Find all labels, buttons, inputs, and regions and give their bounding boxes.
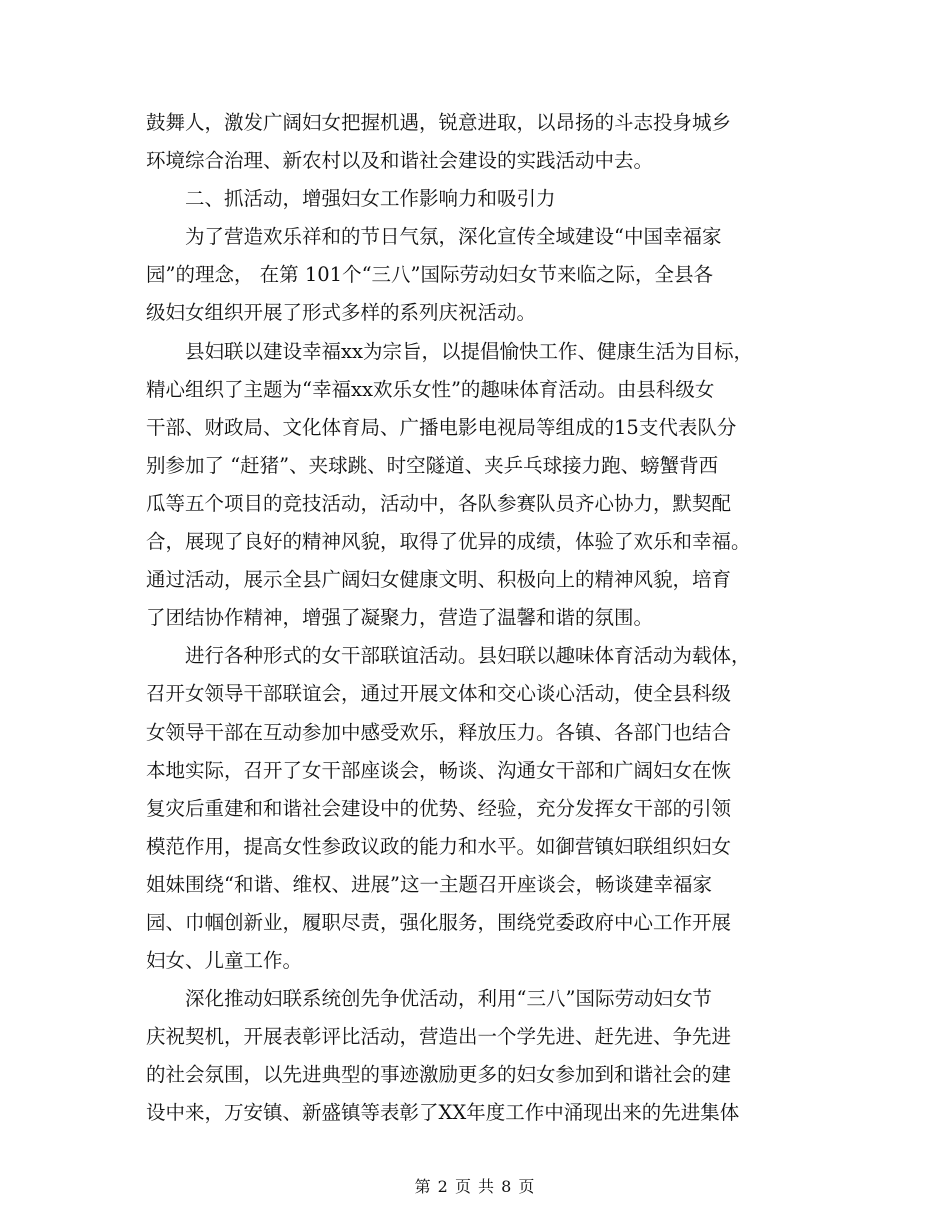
text-line: 复灾后重建和和谐社会建设中的优势、经验，充分发挥女干部的引领 (146, 796, 732, 820)
text-line: 别参加了 “赶猪”、夹球跳、时空隧道、夹乒乓球接力跑、螃蟹背西 (146, 453, 719, 477)
text-line: 了团结协作精神，增强了凝聚力，营造了温馨和谐的氛围。 (146, 606, 654, 630)
text-line: 女领导干部在互动参加中感受欢乐，释放压力。各镇、各部门也结合 (146, 720, 732, 744)
text-line: 庆祝契机，开展表彰评比活动，营造出一个学先进、赶先进、争先进 (146, 1025, 732, 1049)
text-line: 干部、财政局、文化体育局、广播电影电视局等组成的15支代表队分 (146, 415, 737, 439)
text-line: 设中来，万安镇、新盛镇等表彰了XX年度工作中涌现出来的先进集体 (146, 1101, 740, 1125)
text-line: 为了营造欢乐祥和的节日气氛，深化宣传全域建设“中国幸福家 (146, 225, 722, 249)
text-line: 深化推动妇联系统创先争优活动，利用“三八”国际劳动妇女节 (146, 987, 712, 1011)
text-line: 通过活动，展示全县广阔妇女健康文明、积极向上的精神风貌，培育 (146, 568, 732, 592)
text-line: 环境综合治理、新农村以及和谐社会建设的实践活动中去。 (146, 149, 654, 173)
text-line: 进行各种形式的女干部联谊活动。县妇联以趣味体育活动为载体， (146, 644, 751, 668)
text-line: 的社会氛围，以先进典型的事迹激励更多的妇女参加到和谐社会的建 (146, 1063, 732, 1087)
text-line: 模范作用，提高女性参政议政的能力和水平。如御营镇妇联组织妇女 (146, 834, 732, 858)
page-number-footer: 第 2 页 共 8 页 (414, 1177, 536, 1196)
body-text (146, 104, 806, 1133)
text-line: 园”的理念， 在第 101个“三八”国际劳动妇女节来临之际，全县各 (146, 263, 714, 287)
text-line: 姐妹围绕“和谐、维权、进展”这一主题召开座谈会，畅谈建幸福家 (146, 872, 712, 896)
text-line: 精心组织了主题为“幸福xx欢乐女性”的趣味体育活动。由县科级女 (146, 377, 715, 401)
text-line: 鼓舞人，激发广阔妇女把握机遇，锐意进取，以昂扬的斗志投身城乡 (146, 111, 732, 134)
text-line: 级妇女组织开展了形式多样的系列庆祝活动。 (146, 301, 537, 325)
text-line: 园、巾帼创新业，履职尽责，强化服务，围绕党委政府中心工作开展 (146, 910, 732, 934)
text-line: 县妇联以建设幸福xx为宗旨，以提倡愉快工作、健康生活为目标， (146, 339, 753, 363)
text-line: 召开女领导干部联谊会，通过开展文体和交心谈心活动，使全县科级 (146, 682, 732, 706)
section-heading: 二、抓活动，增强妇女工作影响力和吸引力 (146, 187, 556, 211)
text-line: 妇女、儿童工作。 (146, 949, 303, 973)
text-line: 本地实际，召开了女干部座谈会，畅谈、沟通女干部和广阔妇女在恢 (146, 758, 732, 782)
text-line: 瓜等五个项目的竞技活动，活动中，各队参赛队员齐心协力，默契配 (146, 491, 732, 515)
text-line: 合，展现了良好的精神风貌，取得了优异的成绩，体验了欢乐和幸福。 (146, 530, 751, 554)
